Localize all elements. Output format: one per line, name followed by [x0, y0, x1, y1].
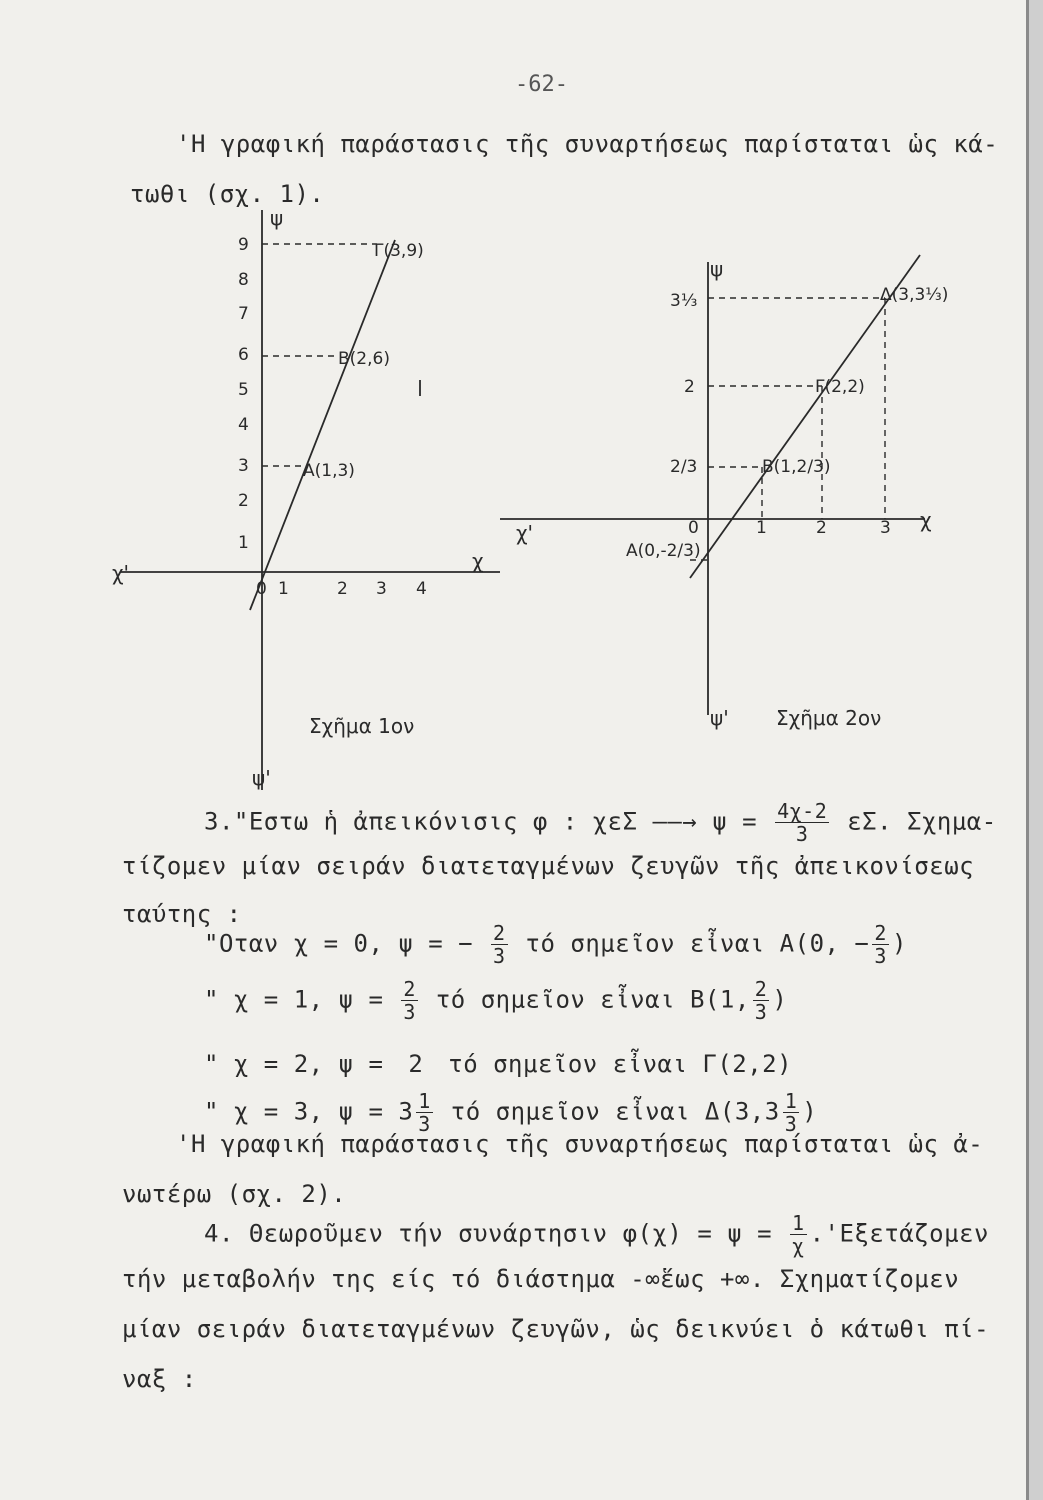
fig1-axis-y: ψ	[270, 206, 284, 230]
fig2-point-G: Γ(2,2)	[815, 377, 865, 397]
row1-frac-d: 3	[403, 1000, 416, 1024]
fig1-y-tick-1: 1	[238, 533, 249, 553]
section3-fraction	[775, 800, 829, 845]
page-number: -62-	[515, 72, 568, 97]
section3-frac-num: 4χ-2	[777, 799, 828, 823]
row0-end-d: 3	[874, 944, 887, 968]
row1-lead: " χ = 1, ψ =	[204, 985, 384, 1014]
row0-frac-n: 2	[493, 921, 506, 945]
fig2-point-D: Δ(3,3⅓)	[880, 285, 949, 305]
row0-end-frac	[872, 922, 889, 967]
row3-mid: τό σημεῖον εἶναι Δ(3,3	[450, 1097, 780, 1126]
fig1-axis-x: χ	[472, 549, 484, 573]
section3-line-3: ταύτης :	[122, 900, 242, 928]
fig1-x-tick-1: 1	[278, 579, 289, 599]
fig2-x-tick-2: 2	[816, 518, 827, 538]
fig1-caption: Σχῆμα 1ον	[309, 714, 415, 738]
section4-fraction	[790, 1212, 807, 1257]
fig1-y-tick-5: 5	[238, 380, 249, 400]
fig1-point-A: A(1,3)	[303, 461, 355, 481]
row0-mid: τό σημεῖον εἶναι A(0, −	[525, 929, 870, 958]
fig2-x-tick-3: 3	[880, 518, 891, 538]
fig1-point-B: B(2,6)	[338, 349, 390, 369]
section3-line1-a: 3."Εστω ἡ ἀπεικόνισις φ : χεΣ ——→ ψ =	[204, 807, 758, 836]
fig1-x-tick-4: 4	[416, 579, 427, 599]
row0-end-n: 2	[874, 921, 887, 945]
section3-row-1	[204, 978, 787, 1023]
intro-line-2: τωθι (σχ. 1).	[130, 180, 325, 208]
section3-line-2: τίζομεν μίαν σειράν διατεταγμένων ζευγῶν τῆς ἀπεικονίσεως	[122, 852, 975, 880]
fig1-axis-x-neg: χ'	[112, 561, 130, 585]
fig1-point-G: Γ(3,9)	[374, 241, 424, 261]
intro-line-1: 'Η γραφική παράστασις τῆς συναρτήσεως παρίσταται ὡς κά-	[176, 130, 999, 158]
section4-line1-a: 4. Θεωροῦμεν τήν συνάρτησιν φ(χ) = ψ =	[204, 1219, 773, 1248]
section4-line1-b: .'Εξετάζομεν	[809, 1219, 989, 1248]
section4-frac-num: 1	[792, 1211, 805, 1235]
row1-close: )	[772, 985, 788, 1014]
fig2-point-A: A(0,-2/3)	[626, 541, 701, 561]
fig2-y-tick-2: 2	[684, 377, 695, 397]
row3-close: )	[802, 1097, 818, 1126]
row0-close: )	[891, 929, 907, 958]
row0-frac	[491, 922, 508, 967]
section4-line-4: ναξ :	[122, 1365, 197, 1393]
section3-frac-den: 3	[795, 822, 809, 846]
fig1-y-tick-3: 3	[238, 456, 249, 476]
section3-row-0	[204, 922, 907, 967]
fig1-x-tick-3: 3	[376, 579, 387, 599]
fig2-x-tick-1: 1	[756, 518, 767, 538]
fig1-y-tick-7: 7	[238, 304, 249, 324]
section3-line-1	[204, 800, 997, 845]
row1-mid: τό σημεῖον εἶναι B(1,	[435, 985, 750, 1014]
fig1-y-tick-2: 2	[238, 491, 249, 511]
row1-end-frac	[753, 978, 770, 1023]
section4-frac-den: χ	[792, 1234, 805, 1258]
fig2-y-tick-3-third: 3⅓	[670, 291, 698, 311]
fig1-y-tick-6: 6	[238, 345, 249, 365]
fig2-y-tick-two-thirds: 2/3	[670, 457, 698, 477]
section3-after-2: νωτέρω (σχ. 2).	[122, 1180, 347, 1208]
row3-frac	[416, 1090, 433, 1135]
fig1-y-tick-8: 8	[238, 270, 249, 290]
fig1-y-tick-9: 9	[238, 235, 249, 255]
fig2-point-B: B(1,2/3)	[762, 457, 831, 477]
fig1-x-tick-2: 2	[337, 579, 348, 599]
row1-frac	[401, 978, 418, 1023]
row2-lead: " χ = 2, ψ =	[204, 1050, 384, 1078]
section4-line-3: μίαν σειράν διατεταγμένων ζευγῶν, ὡς δεικνύει ὁ κάτωθι πί-	[122, 1315, 990, 1343]
row3-end-n: 1	[784, 1089, 798, 1113]
fig1-origin: 0	[256, 579, 267, 599]
row2-mid: τό σημεῖον εἶναι Γ(2,2)	[448, 1050, 793, 1078]
section3-after-1: 'Η γραφική παράστασις τῆς συναρτήσεως παρίσταται ὡς ἀ-	[176, 1130, 984, 1158]
fig2-axis-y-neg: ψ'	[710, 706, 729, 730]
row0-lead: "Οταν χ = 0, ψ = −	[204, 929, 474, 958]
row3-lead: " χ = 3, ψ = 3	[204, 1097, 414, 1126]
fig1-y-tick-4: 4	[238, 415, 249, 435]
section4-line-2: τήν μεταβολήν της είς τό διάστημα -∞ἕως +∞. Σχηματίζομεν	[122, 1265, 960, 1293]
section4-line-1	[204, 1212, 989, 1257]
section3-line1-b: εΣ. Σχημα-	[847, 807, 997, 836]
fig2-origin: 0	[688, 518, 699, 538]
section3-row-3	[204, 1090, 817, 1135]
fig2-axis-x-neg: χ'	[516, 521, 534, 545]
fig2-caption: Σχῆμα 2ον	[776, 706, 882, 730]
row0-frac-d: 3	[493, 944, 506, 968]
row1-frac-n: 2	[403, 977, 416, 1001]
row3-end-frac	[783, 1090, 800, 1135]
fig1-axis-y-neg: ψ'	[252, 766, 271, 790]
row1-end-d: 3	[754, 1000, 768, 1024]
row1-end-n: 2	[754, 977, 768, 1001]
row3-end-d: 3	[784, 1112, 798, 1136]
row2-plain: 2	[408, 1050, 424, 1078]
fig2-axis-y: ψ	[710, 257, 724, 281]
section3-row-2	[204, 1050, 792, 1078]
row3-frac-n: 1	[418, 1089, 431, 1113]
fig2-axis-x: χ	[920, 508, 932, 532]
row3-frac-d: 3	[418, 1112, 431, 1136]
